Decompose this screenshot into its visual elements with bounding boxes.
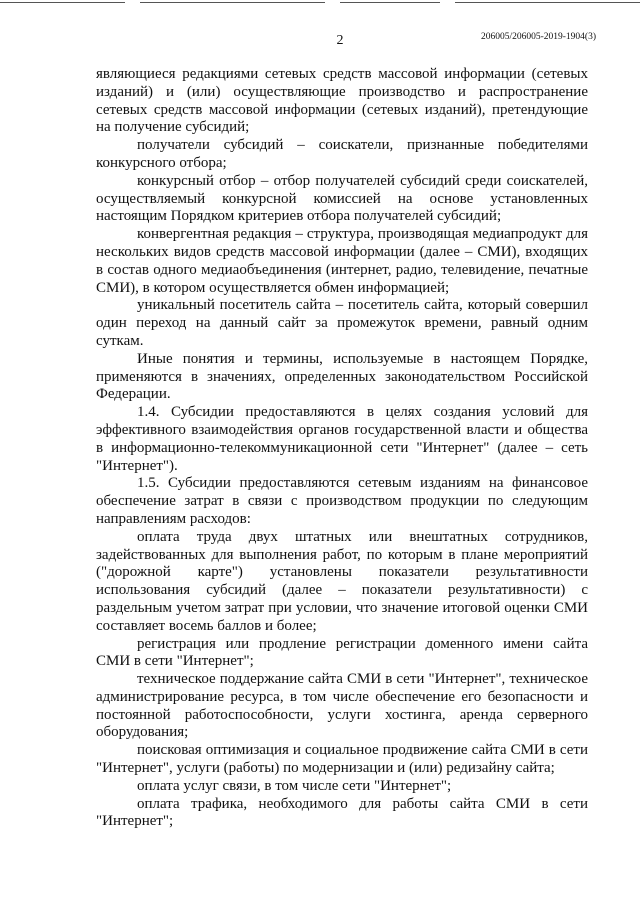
document-code: 206005/206005-2019-1904(3): [480, 32, 596, 42]
paragraph-unique-visitor: уникальный посетитель сайта – посетитель сайта, который совершил один переход на данный сайт за промежуток времени, равный одним суткам.: [96, 297, 588, 349]
document-body: [96, 66, 588, 831]
paragraph-seo-promotion: поисковая оптимизация и социальное продвижение сайта СМИ в сети "Интернет", услуги (работы) по модернизации и (или) редизайну сайта;: [96, 742, 588, 777]
paragraph-other-terms: Иные понятия и термины, используемые в настоящем Порядке, применяются в значениях, определенных законодательством Российской Федерации.: [96, 350, 588, 403]
top-border-line: [455, 2, 640, 3]
paragraph-1-5: 1.5. Субсидии предоставляются сетевым изданиям на финансовое обеспечение затрат в связи с производством продукции по следующим направлениям расходов:: [96, 475, 588, 527]
paragraph-1-4: 1.4. Субсидии предоставляются в целях создания условий для эффективного взаимодействия органов государственной власти и общества в информационно-телекоммуникационной сети "Интернет" (далее – сеть "Интернет").: [96, 404, 588, 474]
top-border-line: [340, 2, 440, 3]
page-number: 2: [336, 33, 344, 48]
paragraph-convergent-editorial: конвергентная редакция – структура, производящая медиапродукт для нескольких видов средств массовой информации (далее – СМИ), входящих в состав одного медиаобъединения (интернет, радио, телевидение, печатные СМИ), в котором осуществляется обмен информацией;: [96, 226, 588, 296]
paragraph-recipients-definition: получатели субсидий – соискатели, признанные победителями конкурсного отбора;: [96, 137, 588, 171]
paragraph-technical-support: техническое поддержание сайта СМИ в сети "Интернет", техническое администрирование ресурса, в том числе обеспечение его безопасности и постоянной работоспособности, услуги хостинга, аренда серверного оборудования;: [96, 671, 588, 741]
paragraph-domain-registration: регистрация или продление регистрации доменного имени сайта СМИ в сети "Интернет";: [96, 635, 588, 670]
top-border-line: [140, 2, 325, 3]
top-border-line: [0, 2, 125, 3]
paragraph-communication-services: оплата услуг связи, в том числе сети "Интернет";: [137, 777, 452, 794]
paragraph-staff-payment: оплата труда двух штатных или внештатных сотрудников, задействованных для выполнения работ, по которым в плане мероприятий ("дорожной карте") установлены показатели результативности использования субсидий (далее – показатели результативности) с раздельным учетом затрат при условии, что значение итоговой оценки СМИ составляет восемь баллов и более;: [96, 528, 588, 634]
paragraph-applicants-continued: являющиеся редакциями сетевых средств массовой информации (сетевых изданий) и (или) осуществляющие производство и распространение сетевых средств массовой информации (сетевых изданий), претендующие на получение субсидий;: [96, 66, 588, 136]
paragraph-traffic-payment: оплата трафика, необходимого для работы сайта СМИ в сети "Интернет";: [96, 795, 588, 830]
paragraph-competitive-selection: конкурсный отбор – отбор получателей субсидий среди соискателей, осуществляемый конкурсной комиссией на основе установленных настоящим Порядком критериев отбора получателей субсидий;: [96, 172, 588, 225]
